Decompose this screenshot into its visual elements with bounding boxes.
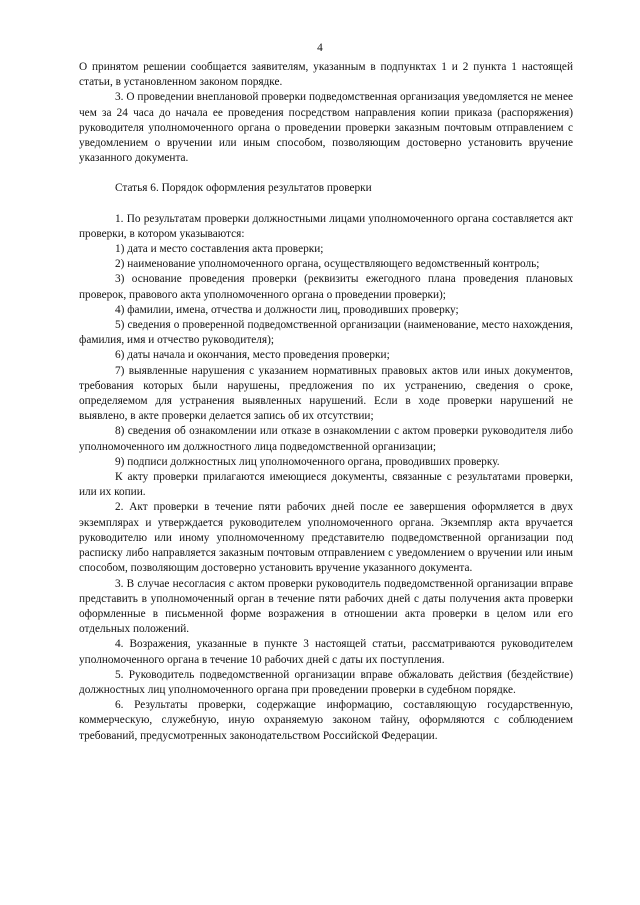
paragraph-clause-1: 1. По результатам проверки должностными лицами уполномоченного органа составляется акт проверки, в котором указываются: [79, 212, 573, 240]
list-item-8: 8) сведения об ознакомлении или отказе в ознакомлении с актом проверки руководителя либо уполномоченного им должностного лица подведомственной организации; [79, 425, 573, 453]
list-item-6: 6) даты начала и окончания, место проведения проверки; [115, 349, 390, 362]
list-item-9: 9) подписи должностных лиц уполномоченного органа, проводивших проверку. [115, 455, 500, 468]
list-item-5: 5) сведения о проверенной подведомственной организации (наименование, место нахождения, фамилия, имя и отчество руководителя); [79, 319, 573, 347]
paragraph-intro-2: 3. О проведении внеплановой проверки подведомственная организация уведомляется не менее чем за 24 часа до начала ее проведения посредством направления копии приказа (распоряжения) руководителя уполномоченного органа о проведении проверки заказным почтовым отправлением с уведомлением о вручении или иным способом, позволяющим достоверно установить вручение указанного документа. [79, 91, 573, 165]
paragraph-attachments: К акту проверки прилагаются имеющиеся документы, связанные с результатами проверки, или их копии. [79, 471, 573, 499]
paragraph-clause-6: 6. Результаты проверки, содержащие информацию, составляющую государственную, коммерческую, служебную, иную охраняемую законом тайну, оформляются с соблюдением требований, предусмотренных законодательством Российской Федерации. [79, 699, 573, 742]
page-number: 4 [317, 42, 323, 54]
document-content [79, 60, 573, 744]
paragraph-clause-5: 5. Руководитель подведомственной организации вправе обжаловать действия (бездействие) должностных лиц уполномоченного органа при проведении проверки в судебном порядке. [79, 668, 573, 696]
list-item-1: 1) дата и место составления акта проверки; [115, 243, 324, 256]
list-item-7: 7) выявленные нарушения с указанием нормативных правовых актов или иных документов, требования которых были нарушены, предложения по их устранению, сведения о сроке, определяемом для устранения выявленных нарушений. Если в ходе проверки нарушений не выявлено, в акте проверки делается запись об их отсутствии; [79, 364, 573, 423]
list-item-2: 2) наименование уполномоченного органа, осуществляющего ведомственный контроль; [115, 258, 540, 271]
paragraph-clause-4: 4. Возражения, указанные в пункте 3 настоящей статьи, рассматриваются руководителем уполномоченного органа в течение 10 рабочих дней с даты их поступления. [79, 638, 573, 666]
list-item-4: 4) фамилии, имена, отчества и должности лиц, проводивших проверку; [115, 303, 459, 316]
paragraph-intro-1: О принятом решении сообщается заявителям, указанным в подпунктах 1 и 2 пункта 1 настоящей статьи, в установленном законом порядке. [79, 61, 573, 89]
list-item-3: 3) основание проведения проверки (реквизиты ежегодного плана проведения плановых проверок, правового акта уполномоченного органа о проведении проверки); [79, 273, 573, 301]
paragraph-clause-2: 2. Акт проверки в течение пяти рабочих дней после ее завершения оформляется в двух экземплярах и утверждается руководителем уполномоченного органа. Экземпляр акта вручается руководителю или иному уполномоченному представителю подведомственной организации под расписку либо направляется заказным почтовым отправлением с уведомлением о вручении или иным способом, позволяющим достоверно установить вручение указанного документа. [79, 501, 573, 575]
article-title: Статья 6. Порядок оформления результатов проверки [115, 182, 372, 195]
paragraph-clause-3: 3. В случае несогласия с актом проверки руководитель подведомственной организации вправе представить в уполномоченный орган в течение пяти рабочих дней с даты получения акта проверки оформленные в письменной форме возражения в отношении акта проверки в целом или его отдельных положений. [79, 577, 573, 636]
